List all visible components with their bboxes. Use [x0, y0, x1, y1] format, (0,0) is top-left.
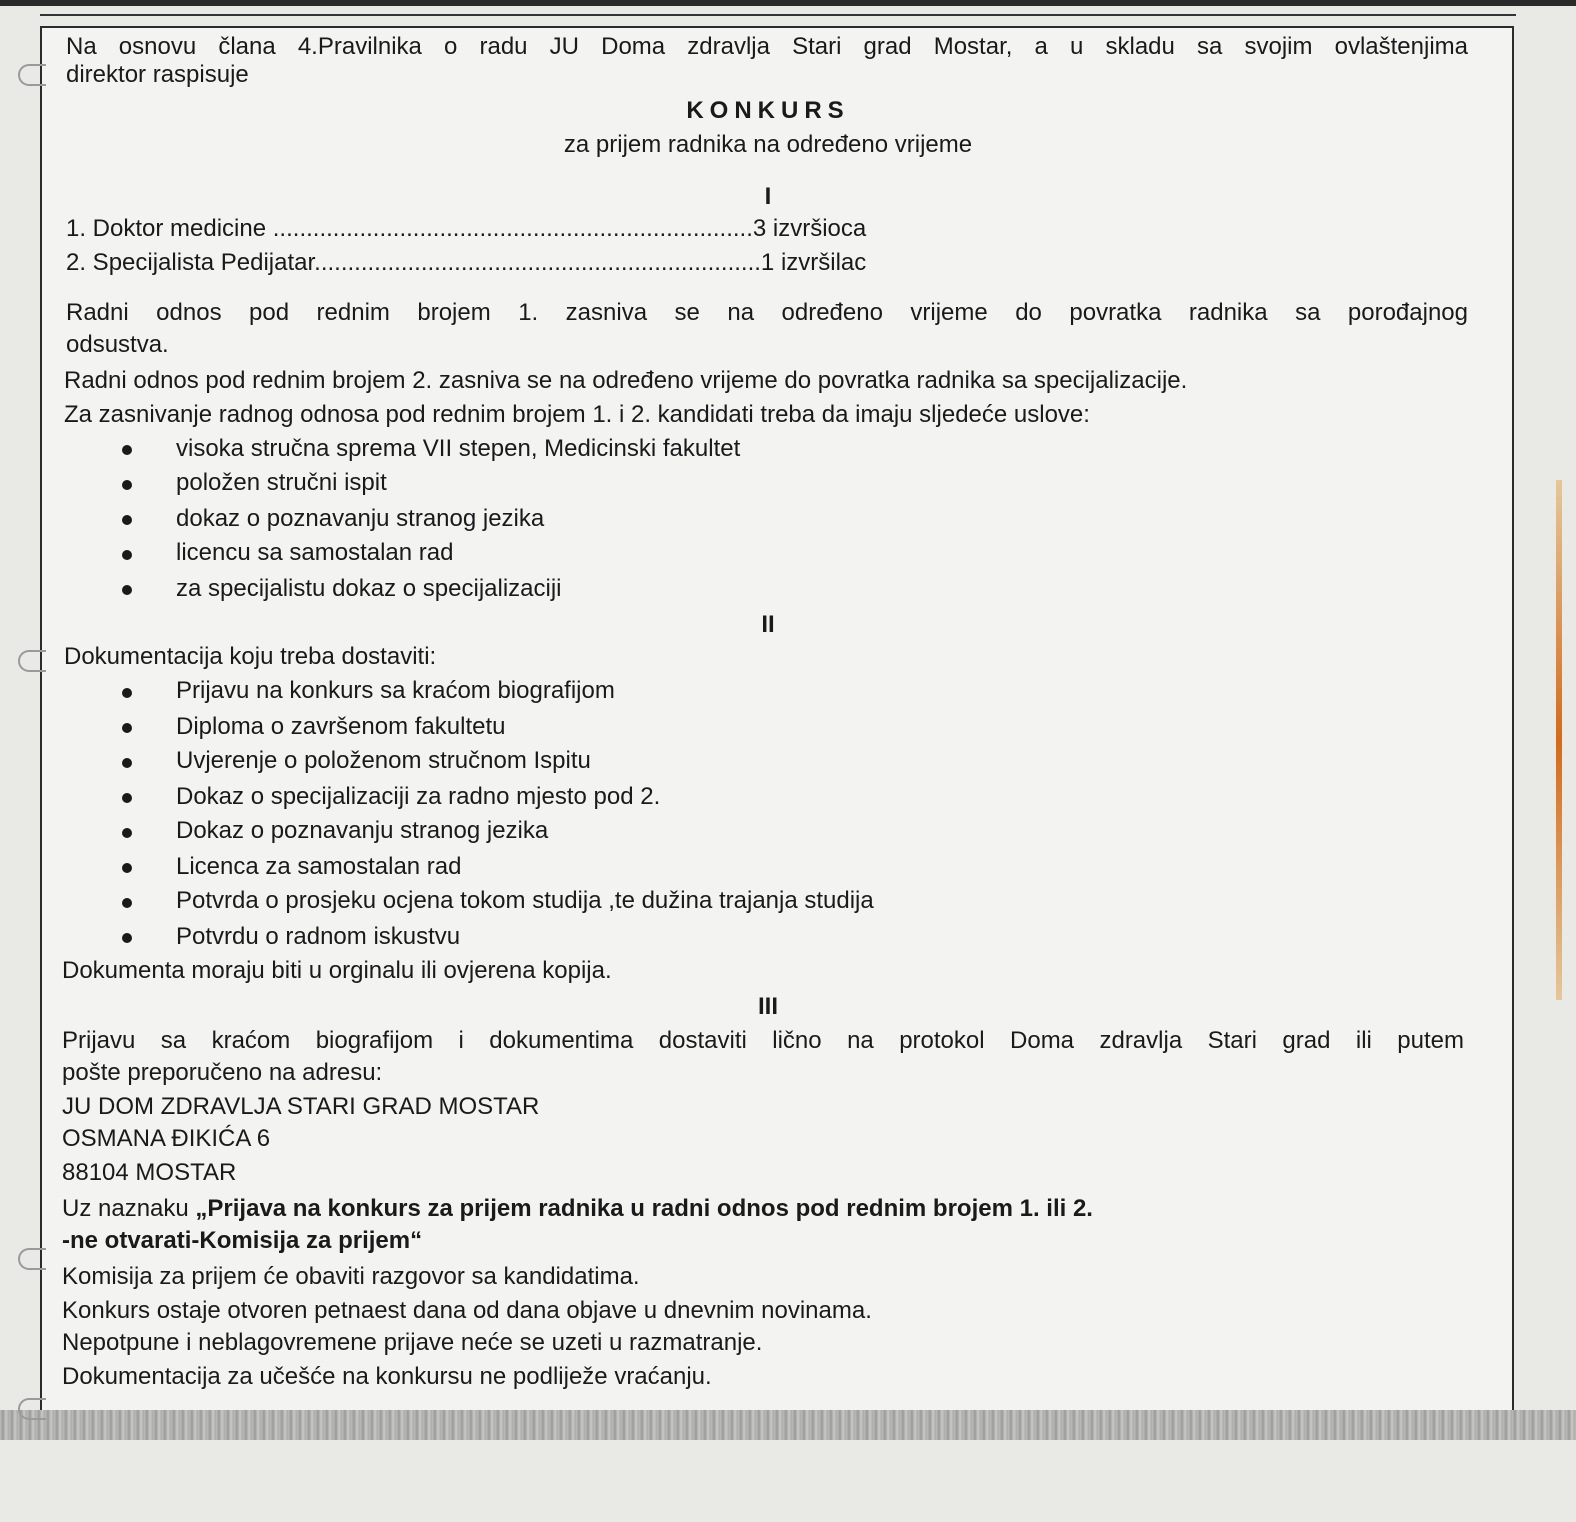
paragraph-1-line-2: odsustva. [66, 331, 169, 358]
closing-line: Dokumentacija za učešće na konkursu ne podliježe vraćanju. [62, 1363, 712, 1390]
section-number-2: II [761, 611, 775, 638]
bottom-edge-band [0, 1410, 1576, 1440]
closing-line: Nepotpune i neblagovremene prijave neće se uzeti u razmatranje. [62, 1329, 763, 1356]
condition-item: licencu sa samostalan rad [176, 539, 454, 566]
section-number-1: I [764, 183, 772, 210]
marking-prefix: Uz naznaku [62, 1195, 196, 1222]
document-item: Licenca za samostalan rad [176, 853, 462, 880]
bullet-icon [122, 793, 132, 803]
document-item: Potvrda o prosjeku ocjena tokom studija ,te dužina trajanja studija [176, 887, 874, 914]
bullet-icon [122, 480, 132, 490]
position-row-1 [66, 214, 866, 244]
document-item: Diploma o završenom fakultetu [176, 713, 506, 740]
documents-note: Dokumenta moraju biti u orginalu ili ovjerena kopija. [62, 957, 612, 984]
document-item: Uvjerenje o položenom stručnom Ispitu [176, 747, 591, 774]
condition-item: visoka stručna sprema VII stepen, Medicinski fakultet [176, 435, 741, 462]
bullet-icon [122, 445, 132, 455]
marking-line-1 [62, 1194, 1093, 1224]
paragraph-2: Radni odnos pod rednim brojem 2. zasniva se na određeno vrijeme do povratka radnika sa specijalizacije. [64, 367, 1188, 394]
document-item: Dokaz o poznavanju stranog jezika [176, 817, 549, 844]
position-count: 3 izvršioca [752, 215, 867, 242]
bullet-icon [122, 585, 132, 595]
position-row-2 [66, 248, 866, 278]
address-line-3: 88104 MOSTAR [62, 1159, 237, 1186]
frame-top-rule [40, 14, 1516, 16]
adjacent-page-edge [1556, 480, 1562, 1000]
page-top-rule [0, 0, 1576, 6]
closing-line: Konkurs ostaje otvoren petnaest dana od dana objave u dnevnim novinama. [62, 1297, 872, 1324]
submission-line-1: Prijavu sa kraćom biografijom i dokumentima dostaviti lično na protokol Doma zdravlja Stari grad ili putem [62, 1027, 1464, 1054]
intro-line-2: direktor raspisuje [66, 61, 249, 88]
intro-line-1: Na osnovu člana 4.Pravilnika o radu JU Doma zdravlja Stari grad Mostar, a u skladu sa svojim ovlaštenjima [66, 33, 1468, 60]
bullet-icon [122, 933, 132, 943]
position-count: 1 izvršilac [760, 249, 867, 276]
notice-title: KONKURS [686, 97, 850, 124]
bullet-icon [122, 828, 132, 838]
position-label: 2. Specijalista Pedijatar [66, 249, 315, 276]
submission-line-2: pošte preporučeno na adresu: [62, 1059, 383, 1086]
paragraph-3: Za zasnivanje radnog odnosa pod rednim brojem 1. i 2. kandidati treba da imaju sljedeće uslove: [64, 401, 1090, 428]
document-item: Prijavu na konkurs sa kraćom biografijom [176, 677, 615, 704]
bullet-icon [122, 550, 132, 560]
condition-item: za specijalistu dokaz o specijalizaciji [176, 575, 562, 602]
leader-dots: ........................................................................ [272, 215, 753, 242]
document-item: Potvrdu o radnom iskustvu [176, 923, 461, 950]
bullet-icon [122, 863, 132, 873]
marking-line-2: -ne otvarati-Komisija za prijem“ [62, 1227, 423, 1254]
address-line-2: OSMANA ĐIKIĆA 6 [62, 1125, 271, 1152]
paragraph-1-line-1: Radni odnos pod rednim brojem 1. zasniva se na određeno vrijeme do povratka radnika sa porođajnog [66, 299, 1468, 326]
condition-item: položen stručni ispit [176, 469, 387, 496]
address-line-1: JU DOM ZDRAVLJA STARI GRAD MOSTAR [62, 1093, 540, 1120]
bullet-icon [122, 758, 132, 768]
section-number-3: III [757, 993, 778, 1020]
closing-line: Komisija za prijem će obaviti razgovor sa kandidatima. [62, 1263, 640, 1290]
binding-hook-mark [18, 1248, 46, 1270]
bullet-icon [122, 723, 132, 733]
bullet-icon [122, 688, 132, 698]
notice-subtitle: za prijem radnika na određeno vrijeme [563, 131, 973, 158]
binding-hook-mark [18, 1398, 46, 1420]
document-item: Dokaz o specijalizaciji za radno mjesto pod 2. [176, 783, 661, 810]
binding-hook-mark [18, 650, 46, 672]
position-label: 1. Doktor medicine [66, 215, 267, 242]
binding-hook-mark [18, 64, 46, 86]
documents-heading: Dokumentacija koju treba dostaviti: [64, 643, 437, 670]
marking-bold-text: „Prijava na konkurs za prijem radnika u radni odnos pod rednim brojem 1. ili 2. [195, 1195, 1093, 1222]
bullet-icon [122, 898, 132, 908]
leader-dots: ................................................................... [314, 249, 761, 276]
condition-item: dokaz o poznavanju stranog jezika [176, 505, 545, 532]
bullet-icon [122, 515, 132, 525]
